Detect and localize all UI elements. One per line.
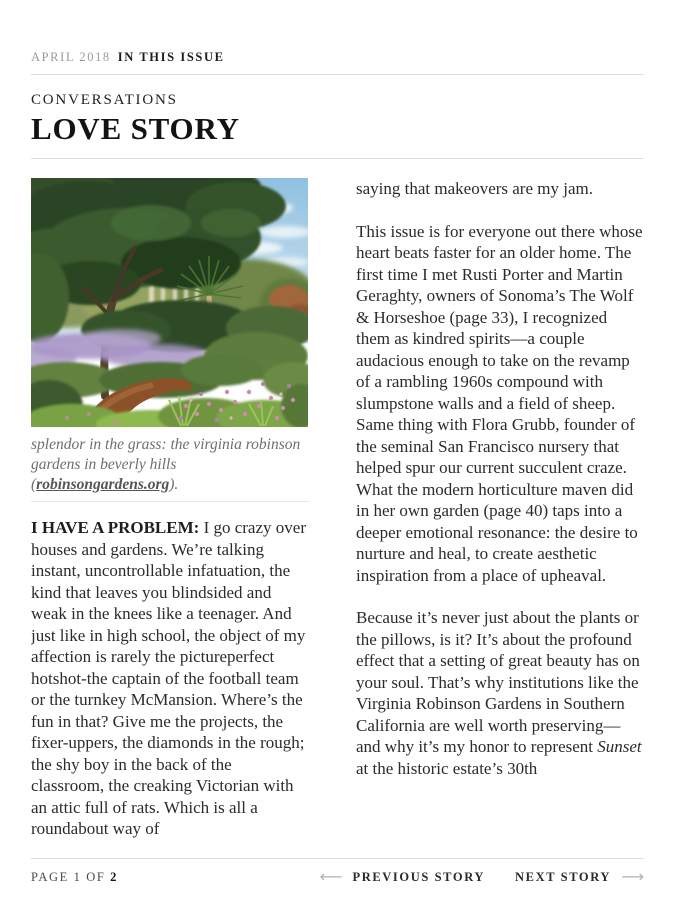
caption-link[interactable]: robinsongardens.org [36, 476, 170, 494]
title-block [31, 92, 644, 146]
top-bar [31, 0, 644, 65]
body-paragraph-3 [356, 607, 644, 779]
paragraph-text: Because it’s never just about the plants or the pillows, is it? It’s about the profound effect that a setting of great beauty has on your soul. That’s why institutions like the Virginia Robinson Gardens in Southern California are well worth preserving—and why it’s my honor to represent [356, 608, 640, 757]
article-title: LOVE STORY [31, 111, 240, 146]
next-story-label: NEXT STORY [515, 869, 612, 884]
magazine-name: Sunset [597, 737, 642, 757]
body-paragraph-left [31, 517, 309, 840]
in-this-issue-link[interactable]: IN THIS ISSUE [117, 50, 225, 64]
caption-text: splendor in the grass: the virginia robinson gardens in beverly hills ( [31, 436, 301, 494]
lead-in: I HAVE A PROBLEM: [31, 518, 200, 538]
page-indicator [31, 870, 118, 885]
article-figure [31, 178, 308, 427]
left-arrow-icon: ⟵ [319, 867, 343, 886]
caption-divider [31, 501, 309, 502]
page-indicator-total: 2 [110, 869, 118, 884]
garden-photo [31, 178, 308, 427]
reader-footer [0, 849, 675, 900]
header-divider [31, 74, 644, 75]
footer-divider [31, 858, 644, 859]
right-arrow-icon: ⟶ [621, 867, 644, 886]
article-columns [31, 178, 644, 862]
left-column [31, 178, 309, 862]
caption-text-suffix: ). [169, 476, 179, 494]
previous-story-button[interactable] [320, 869, 485, 885]
page-indicator-text: PAGE 1 OF [31, 869, 111, 884]
photo-caption [31, 435, 309, 495]
body-paragraph-2: This issue is for everyone out there whose heart beats faster for an older home. The first time I met Rusti Porter and Martin Geraghty, owners of Sonoma’s The Wolf & Horseshoe (page 33), I recognized them as kindred spirits—a couple audacious enough to take on the revamp of a rambling 1960s compound with slumpstone walls and a field of sheep. Same thing with Flora Grubb, founder of the seminal San Francisco nursery that helped spur our current succulent craze. What the modern horticulture maven did in her own garden (page 40) taps into a deeper emotional resonance: the desire to nurture and heal, to create aesthetic inspiration from a place of upheaval. [356, 221, 643, 585]
title-divider [31, 158, 644, 159]
previous-story-label: PREVIOUS STORY [352, 869, 486, 884]
lead-paragraph-text: I go crazy over houses and gardens. We’re talking instant, uncontrollable infatuation, the kind that leaves you blindsided and weak in the knees like a teenager. And just like in high school, the object of my affection is rarely the pictureperfect hotshot-the captain of the football team or the turnkey McMansion. Where’s the fun in that? Give me the projects, the fixer-uppers, the diamonds in the rough; the shy boy in the back of the classroom, the creaking Victorian with an attic full of rats. Which is all a roundabout way of [31, 518, 306, 839]
issue-date: APRIL 2018 [31, 50, 111, 64]
next-story-button[interactable] [515, 869, 644, 885]
paragraph-text-end: at the historic estate’s 30th [356, 758, 538, 778]
right-column [356, 178, 644, 862]
story-navigation [320, 869, 644, 885]
body-paragraph-1: saying that makeovers are my jam. [356, 179, 593, 199]
section-kicker: CONVERSATIONS [31, 92, 178, 108]
